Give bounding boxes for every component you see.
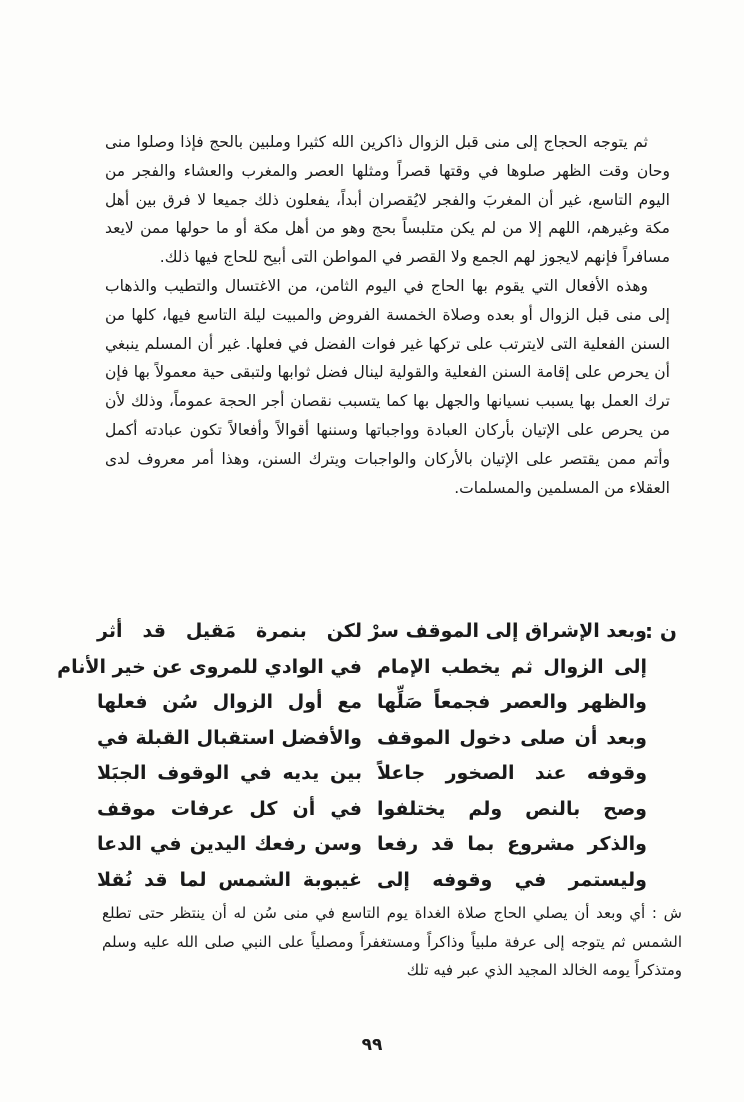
verse-right-1: وبعد الإشراق إلى الموقف سرْ (368, 620, 647, 642)
prose-paragraph-2: وهذه الأفعال التي يقوم بها الحاج في اليوم الثامن، من الاغتسال والتطيب والذهاب إلى منى قبل الزوال أو بعده وصلاة الخمسة الفروض والمبيت ليلة التاسع فيها، كلها من السنن الفعلية التى لايترتب على تركها غير فوات الفضل في فعلها. غير أن المسلم ينبغي أن يحرص على إقامة السنن الفعلية والقولية لينال فضل ثوابها ولتبقى حية معمولاً بها فإن ترك العمل بها يسبب نسيانها والجهل بها كما يتسبب نقصان أجر الحجة عموماً، وذلك لأن من يحرص على الإتيان بأركان العبادة وواجباتها وسننها أقوالاً وأفعالاً تكون عبادته أكمل وأتم ممن يقتصر على الإتيان بالأركان والواجبات ويترك السنن، وهذا أمر معروف لدى العقلاء من المسلمين والمسلمات. (105, 276, 670, 497)
verse-left-4: والأفضل استقبال القبلة في (97, 726, 362, 749)
verse-left-6: في أن كل عرفات موقف (97, 797, 362, 820)
verse-left-1: لكن بنمرة مَقيل قد أثر (97, 620, 362, 642)
verse-right-3: والظهر والعصر فجمعاً صَلِّها (377, 691, 647, 713)
poem-marker: ن : (644, 619, 677, 643)
poem-left-column (57, 614, 362, 898)
poem-right-column (368, 614, 647, 898)
commentary-block: ش : أي وبعد أن يصلي الحاج صلاة الغداة يوم التاسع في منى سُن له أن ينتظر حتى تطلع الشمس ثم يتوجه إلى عرفة ملبياً وذاكراً ومستغفراً ومصلياً على النبي صلى الله عليه وسلم ومتذكراً يومه الخالد المجيد الذي عبر فيه تلك (102, 904, 682, 979)
verse-left-7: وسن رفعك اليدين في الدعا (97, 833, 362, 855)
verse-right-4: وبعد أن صلى دخول الموقف (377, 726, 647, 749)
verse-right-5: وقوفه عند الصخور جاعلاً (377, 762, 647, 784)
verse-left-3: مع أول الزوال سُن فعلها (97, 691, 362, 713)
page-number: ٩٩ (361, 1035, 383, 1055)
poem-block (57, 614, 677, 896)
verse-right-7: والذكر مشروع بما قد رفعا (377, 833, 647, 855)
prose-paragraph-1: ثم يتوجه الحجاج إلى منى قبل الزوال ذاكرين الله كثيرا وملبين بالحج فإذا وصلوا منى وحان وقت الظهر صلوها في وقتها قصراً ومثلها العصر والمغرب والعشاء والفجر من اليوم التاسع، غير أن المغربَ والفجر لايُقصران أبداً، يفعلون ذلك جميعا لا فرق بين أهل مكة وغيرهم، اللهم إلا من لم يكن متلبساً بحج وهو من أهل مكة أو ما حولها ممن لايعد مسافراً فإنهم لايجوز لهم الجمع ولا القصر في المواطن التى أبيح للحاج فيها ذلك. (105, 133, 670, 267)
prose-block (105, 128, 670, 502)
verse-right-2: إلى الزوال ثم يخطب الإمام (377, 655, 647, 678)
verse-left-5: بين يديه في الوقوف الجبَلا (97, 762, 362, 784)
verse-right-6: وصح بالنص ولم يختلفوا (377, 797, 647, 820)
verse-left-2: في الوادي للمروى عن خير الأنام (57, 655, 362, 678)
verse-left-8: غيبوبة الشمس لما قد نُقلا (97, 868, 362, 891)
verse-right-8: وليستمر في وقوفه إلى (377, 868, 647, 891)
